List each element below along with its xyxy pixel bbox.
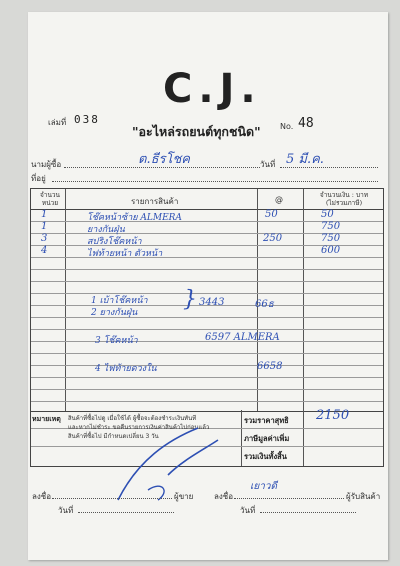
col-amount-header: จำนวนเงิน : บาท (ไม่รวมภาษี): [319, 191, 369, 207]
date-label: วันที่: [260, 160, 276, 169]
grand-total-label: รวมเงินทั้งสิ้น: [244, 452, 287, 461]
bracket-code: 66ธ: [255, 299, 274, 310]
receiver-signature: เยาวดี: [250, 481, 278, 492]
note-bracket: }: [183, 287, 197, 312]
receipt-paper: [28, 12, 388, 560]
logo: C.J.: [163, 66, 262, 112]
row-4-amount: 600: [321, 245, 341, 256]
note-line-4: 4 ไฟท้ายดวงใน: [95, 364, 157, 374]
row-2-amount: 750: [321, 221, 341, 232]
row-3-qty: 3: [41, 233, 48, 244]
customer-name: ต.ธีรโชค: [138, 152, 190, 167]
receiver-date-label: วันที่: [240, 506, 256, 515]
remark-line-2: และหากไม่ชำระ ขอคืนรายการเงินค่าสินค้าไปก่อนแล้ว: [68, 424, 210, 431]
date-value: 5 มี.ค.: [286, 152, 324, 167]
no-value: 48: [298, 116, 314, 131]
row-1-price: 50: [265, 209, 278, 220]
no-label: No.: [280, 122, 294, 131]
row-1-amount: 50: [321, 209, 334, 220]
row-2-qty: 1: [41, 221, 48, 232]
items-table: [30, 188, 384, 412]
book-number: 038: [74, 113, 100, 126]
col-price-header: @: [275, 195, 283, 204]
vat-label: ภาษีมูลค่าเพิ่ม: [244, 434, 290, 443]
row-3-price: 250: [263, 233, 283, 244]
col-item-header: รายการสินค้า: [131, 197, 179, 206]
note-code-3: 6597 ALMERA: [205, 332, 280, 343]
seller-date-label: วันที่: [58, 506, 74, 515]
seller-sign-label: ลงชื่อ: [32, 492, 52, 501]
seller-signature: [108, 420, 228, 510]
row-1-qty: 1: [41, 209, 48, 220]
receiver-sign-label: ลงชื่อ: [214, 492, 234, 501]
row-3-item: สปริงโช๊คหน้า: [87, 237, 142, 247]
row-4-qty: 4: [41, 245, 48, 256]
note-line-2: 2 ยางกันฝุ่น: [91, 308, 138, 318]
seller-label: ผู้ขาย: [174, 492, 194, 501]
row-4-item: ไฟท้ายหน้า ตัวหน้า: [87, 249, 163, 259]
row-2-item: ยางกันฝุ่น: [87, 225, 125, 235]
shop-name: "อะไหล่รถยนต์ทุกชนิด": [132, 124, 261, 139]
remark-line-3: สินค้าที่ซื้อไป มีกำหนดเปลี่ยน 3 วัน: [68, 433, 159, 440]
book-label: เล่มที่: [48, 118, 67, 127]
note-line-1: 1 เบ้าโช๊คหน้า: [91, 296, 148, 306]
note-line-3: 3 โช๊คหน้า: [95, 336, 138, 346]
total-value: 2150: [316, 408, 350, 423]
customer-name-label: นามผู้ซื้อ: [31, 160, 62, 169]
receiver-label: ผู้รับสินค้า: [346, 492, 381, 501]
total-label: รวมราคาสุทธิ: [244, 416, 289, 425]
col-qty-header: จำนวน หน่วย: [40, 191, 60, 207]
remark-label: หมายเหตุ: [32, 415, 61, 423]
address-label: ที่อยู่: [31, 174, 46, 183]
row-1-item: โช๊คหน้าซ้าย ALMERA: [87, 213, 182, 223]
note-code-2: 3443: [199, 297, 225, 308]
note-code-4: 6658: [257, 361, 283, 372]
row-3-amount: 750: [321, 233, 341, 244]
remark-line-1: สินค้าที่ซื้อไปดู เมื่อใช้ได้ ผู้ซื้อจะต้องชำระเงินทันที: [68, 415, 197, 422]
